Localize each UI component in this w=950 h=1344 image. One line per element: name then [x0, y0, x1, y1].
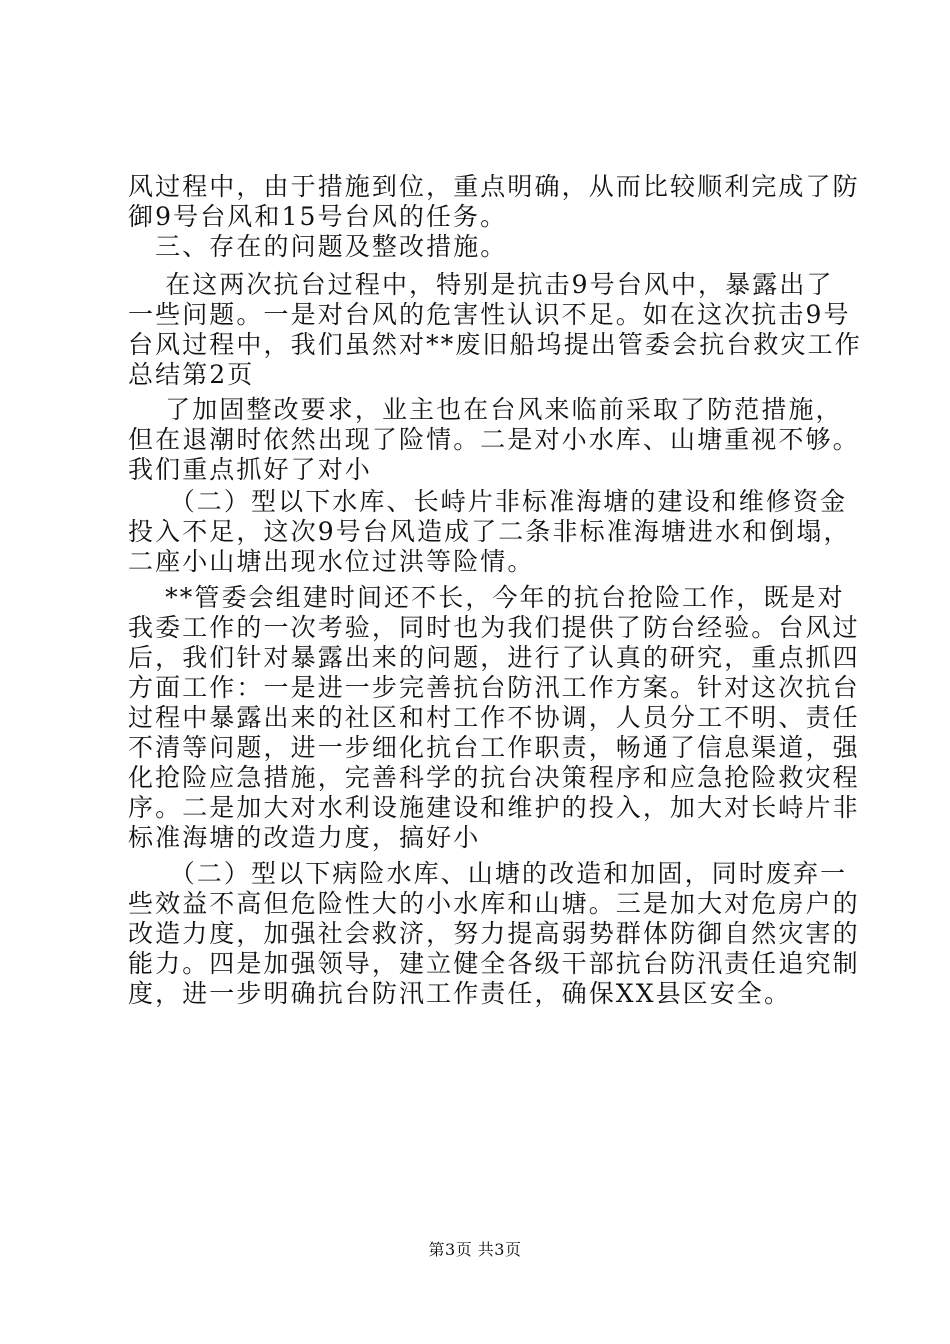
section-heading: 三、存在的问题及整改措施。 — [128, 232, 508, 261]
body-text-line: 但在退潮时依然出现了险情。二是对小水库、山塘重视不够。 — [128, 425, 860, 454]
body-text-line: 台风过程中，我们虽然对**废旧船坞提出管委会抗台救灾工作 — [128, 330, 862, 359]
body-text-line: （二）型以下病险水库、山塘的改造和加固，同时废弃一 — [128, 859, 848, 888]
body-text-line: 些效益不高但危险性大的小水库和山塘。三是加大对危房户的 — [128, 889, 860, 918]
body-text-line: （二）型以下水库、长峙片非标准海塘的建设和维修资金 — [128, 487, 848, 516]
body-text-line: **管委会组建时间还不长，今年的抗台抢险工作，既是对 — [128, 583, 845, 612]
body-text-line: 了加固整改要求，业主也在台风来临前采取了防范措施， — [128, 395, 843, 424]
body-text-line: 化抢险应急措施，完善科学的抗台决策程序和应急抢险救灾程 — [128, 763, 860, 792]
body-text-line: 风过程中，由于措施到位，重点明确，从而比较顺利完成了防 — [128, 172, 860, 201]
body-text-line: 改造力度，加强社会救济，努力提高弱势群体防御自然灾害的 — [128, 919, 860, 948]
page-footer: 第3页 共3页 — [428, 1240, 522, 1259]
body-text-line: 在这两次抗台过程中，特别是抗击9号台风中，暴露出了 — [128, 270, 834, 299]
body-text-line: 总结第2页 — [128, 360, 255, 389]
body-text-line: 我们重点抓好了对小 — [128, 455, 372, 484]
body-text-line: 序。二是加大对水利设施建设和维护的投入，加大对长峙片非 — [128, 793, 860, 822]
body-text-line: 方面工作：一是进一步完善抗台防汛工作方案。针对这次抗台 — [128, 673, 860, 702]
body-text-line: 能力。四是加强领导，建立健全各级干部抗台防汛责任追究制 — [128, 949, 860, 978]
body-text-line: 过程中暴露出来的社区和村工作不协调，人员分工不明、责任 — [128, 703, 860, 732]
body-text-line: 不清等问题，进一步细化抗台工作职责，畅通了信息渠道，强 — [128, 733, 860, 762]
body-text-line: 我委工作的一次考验，同时也为我们提供了防台经验。台风过 — [128, 613, 860, 642]
body-text-line: 一些问题。一是对台风的危害性认识不足。如在这次抗击9号 — [128, 300, 851, 329]
body-text-line: 标准海塘的改造力度，搞好小 — [128, 823, 481, 852]
body-text-line: 御9号台风和15号台风的任务。 — [128, 202, 508, 231]
body-text-line: 后，我们针对暴露出来的问题，进行了认真的研究，重点抓四 — [128, 643, 860, 672]
body-text-line: 投入不足，这次9号台风造成了二条非标准海塘进水和倒塌， — [128, 517, 851, 546]
body-text-line: 二座小山塘出现水位过洪等险情。 — [128, 547, 535, 576]
body-text-line: 度，进一步明确抗台防汛工作责任，确保XX县区安全。 — [128, 979, 792, 1008]
